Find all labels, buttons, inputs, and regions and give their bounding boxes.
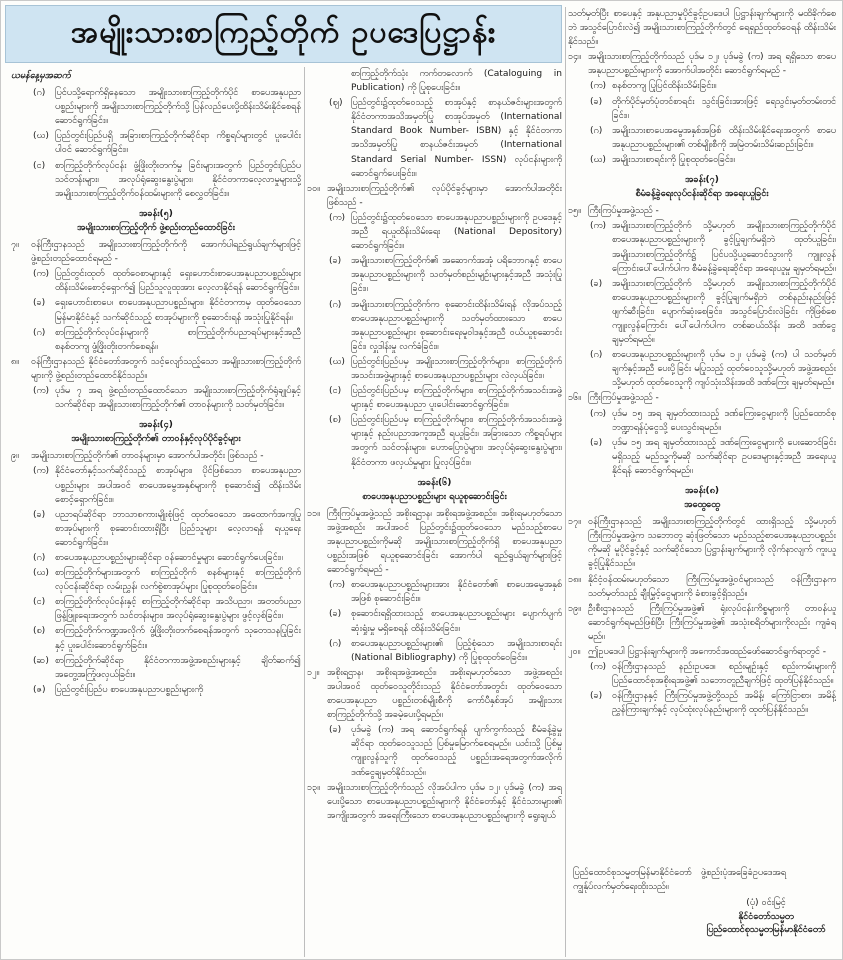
chapter-title: စာပေအနုပညာပစ္စည်းများ ရယူစုဆောင်းခြင်း [362, 491, 507, 502]
list-item [590, 660, 836, 688]
section-text: ဝန်ကြီးဌာနသည် အမျိုးသားစာကြည့်တိုက်တွင် ထားရှိသည့် သို့မဟုတ် ကြီးကြပ်မှုအဖွဲ့က သဘောတူ ဆုံးဖြတ်သော မည်သည့်စာပေအနုပညာပစ္စည်းကိုမဆို မူပိုင်ခွင့်နှင့် သက်ဆိုင်သော ပြဋ္ဌာန်းချက်များကို လိုက်နာလျက် ကူးယူခွင့်ပြုနိုင်သည်။ [588, 517, 836, 570]
list-item [590, 79, 836, 93]
item-marker: (ဂ) [33, 88, 46, 99]
item-list [568, 407, 836, 478]
item-marker: (ဃ) [590, 154, 606, 165]
column-divider [304, 67, 305, 957]
list-item [33, 654, 301, 682]
section-number: ၇။ [11, 240, 19, 251]
section-text: ဝန်ကြီးဌာနသည် အမျိုးသားစာကြည့်တိုက်ကို အောက်ပါရည်ရွယ်ချက်များဖြင့် ဖွဲ့စည်းတည်ထောင်ရမည် - [31, 240, 301, 265]
chapter-title: အထွေထွေ [684, 500, 720, 511]
section-text: ကြီးကြပ်မှုအဖွဲ့သည် - [588, 393, 659, 404]
list-item [329, 298, 562, 354]
item-text: စုဆောင်းရရှိထားသည့် စာပေအနုပညာပစ္စည်းများ ပျောက်ပျက်ဆုံးရှုံးမှု မရှိစေရန် ထိန်းသိမ်းခြင်း။ [351, 609, 562, 634]
item-text: သတ်မှတ်ပြီး စာပေနှင့် အနုပညာမှုပိုင်ခွင့်ဥပဒေပါ ပြဋ္ဌာန်းချက်များကို မထိခိုက်စေဘဲ အသွင်ပြောင်းလဲ၍ အမျိုးသားစာကြည့်တိုက်တွင် ရေရှည်ထုတ်ဝေရန် ထိန်းသိမ်းနိုင်သည်။ [568, 9, 836, 48]
item-text: စာပေအနုပညာပစ္စည်းများ၏ ပြည့်စုံသော အမျိုးသားစာရင်း (National Bibliography) ကို ပြုစုထုတ်ဝေခြင်း။ [351, 638, 562, 663]
chapter-number: အခန်း(၇) [685, 175, 719, 186]
item-marker: (ဂ) [329, 299, 342, 310]
item-text: နိုင်ငံတော်နှင့်သက်ဆိုင်သည့် စာအုပ်များ၊ ပိုင်ဖြစ်သော စာပေအနုပညာပစ္စည်းများ အပါအဝင် စာပေအမွေအနှစ်များကို စုဆောင်း၍ ထိန်းသိမ်းစောင့်ရှောက်ခြင်း။ [55, 466, 301, 505]
item-text: အမျိုးသားစာကြည့်တိုက် သို့မဟုတ် အမျိုးသားစာကြည့်တိုက်ပိုင် စာပေအနုပညာပစ္စည်းများကို ခွင့်ပြုချက်မရှိဘဲ တစ်နည်းနည်းဖြင့် ဖျက်ဆီးခြင်း၊ ပျောက်ဆုံးစေခြင်း၊ အသွင်ပြောင်းလဲခြင်း ကိုဖြစ်စေ ကျူးလွန်ကြောင်း ပေါ်ပေါက်ပါက တစ်ဆယ်သိန်း အထိ ဒဏ်ငွေချမှတ်ရမည်။ [612, 278, 836, 346]
item-marker: (က) [33, 466, 49, 477]
item-text: ပညာရပ်ဆိုင်ရာ ဘာသာစကားမျိုးစုံဖြင့် ထုတ်ဝေသော အထောက်အကူပြုစာအုပ်များကို စုဆောင်းထားရှိပြီး ပြည်သူများ လေ့လာရန် ရယူရေးဆောင်ရွက်ခြင်း။ [55, 509, 301, 548]
list-item [590, 153, 836, 167]
item-text: ပြည်တွင်း၌ထုတ်ဝေသည့် စာအုပ်နှင့် စာနယ်ဇင်းများအတွက် နိုင်ငံတကာအသိအမှတ်ပြု စာအုပ်အမှတ် (International Standard Book Number- ISBN) နှင့် နိုင်ငံတကာအသိအမှတ်ပြု စာနယ်ဇင်းအမှတ် (International Standard Serial Number- ISSN) လုပ်ငန်းများကို ဆောင်ရွက်ပေးခြင်း။ [351, 98, 562, 179]
item-text: ပြည်တွင်းပြည်ပမှ စာကြည့်တိုက်များ၊ စာကြည့်တိုက်အသင်းအဖွဲ့များနှင့် စာပေအနုပညာ ပူးပေါင်းဆောင်ရွက်ခြင်း။ [351, 386, 562, 411]
continuation-text [568, 7, 836, 49]
list-item [590, 95, 836, 123]
section-text: ဤဥပဒေပါ ပြဋ္ဌာန်းချက်များကို အကောင်အထည်ဖော်ဆောင်ရွက်ရာတွင် - [588, 647, 827, 658]
item-marker: (ခ) [590, 96, 603, 107]
list-item [33, 624, 301, 652]
title-banner [5, 5, 562, 63]
list-item [33, 326, 301, 354]
item-list [11, 86, 301, 201]
section-text: ကြီးကြပ်မှုအဖွဲ့သည် အစိုးရဌာန၊ အစိုးရအဖွဲ့အစည်း၊ အစိုးရမဟုတ်သော အဖွဲ့အစည်း အပါအဝင် ပြည်တွင်း၌ထုတ်ဝေသော မည်သည့်စာပေအနုပညာပစ္စည်းကိုမဆို အမျိုးသားစာကြည့်တိုက်ရှိ စာပေအနုပညာပစ္စည်းအဖြစ် ရယူစုဆောင်းခြင်း အောက်ပါ ရည်ရွယ်ချက်များဖြင့် ဆောင်ရွက်ရမည် - [327, 508, 562, 576]
item-marker: (စ) [329, 415, 342, 426]
item-marker: (ဃ) [33, 131, 49, 142]
section-number: ၉။ [11, 451, 19, 462]
item-marker: (ဆ) [33, 655, 49, 666]
list-item [329, 413, 562, 469]
section-paragraph [307, 666, 562, 722]
item-text: စာကြည့်တိုက်များအတွက် စာကြည့်တိုက် စနစ်များနှင့် စာကြည့်တိုက်လုပ်ငန်းဆိုင်ရာ လမ်းညွှန်၊ လက်စွဲစာအုပ်များ ပြုစုထုတ်ဝေခြင်း။ [55, 568, 301, 593]
item-list [307, 578, 562, 665]
item-marker: (ခ) [590, 437, 603, 448]
chapter-title: စီမံခန့်ခွဲရေးလုပ်ငန်းဆိုင်ရာ အရေးယူခြင်း [635, 189, 769, 200]
item-list [11, 384, 301, 412]
item-list [307, 723, 562, 779]
item-text: စာကြည့်တိုက်သုံး ကက်တလောက် (Cataloguing in Publication) ကို ပြုစုပေးခြင်း။ [351, 69, 562, 94]
chapter-number: အခန်း(၈) [685, 486, 719, 496]
signatory-country: ပြည်ထောင်စုသမ္မတမြန်မာနိုင်ငံတော် [706, 925, 826, 936]
item-marker: (က) [33, 269, 49, 280]
item-marker: (ခ) [590, 278, 603, 289]
chapter-number: အခန်း(၄) [139, 420, 173, 431]
section-paragraph [568, 50, 836, 78]
item-marker: (ခ) [590, 691, 603, 702]
list-item [329, 384, 562, 412]
column-3 [568, 7, 836, 957]
item-list [307, 211, 562, 470]
signatory-name: (ပုံ) ဝင်းမြင့် [746, 898, 786, 908]
list-item [590, 407, 836, 435]
section-paragraph [568, 602, 836, 644]
item-text: စာကြည့်တိုက်ကဏ္ဍအလိုက် ဖွံ့ဖြိုးတိုးတက်စေရန်အတွက် သုတေသနပြုခြင်းနှင့် ပူးပေါင်းဆောင်ရွက်ခြင်း။ [55, 626, 301, 651]
item-text: စာပေအနုပညာပစ္စည်းများကို ပုဒ်မ ၁၂၊ ပုဒ်မခွဲ (က) ပါ သတ်မှတ်ချက်နှင့်အညီ ပေးပို့ခြင်း မပြုသည့် ထုတ်ဝေသူသို့မဟုတ် အဖွဲ့အစည်း သို့မဟုတ် ထုတ်ဝေသူကို ကျပ်သုံးသိန်းအထိ ဒဏ်ကြေး ချမှတ်ရမည်။ [612, 350, 836, 389]
list-item [590, 277, 836, 347]
section-paragraph [307, 182, 562, 210]
chapter-title: အမျိုးသားစာကြည့်တိုက်၏ တာဝန်နှင့်လုပ်ပိုင်ခွင့်များ [71, 434, 241, 445]
section-paragraph [11, 449, 301, 463]
column-2 [307, 67, 562, 957]
list-item [33, 595, 301, 623]
page-title: အမျိုးသားစာကြည့်တိုက် ဥပဒေပြဋ္ဌာန်း [70, 14, 497, 50]
item-list [568, 79, 836, 167]
item-marker: (ဂ) [33, 327, 46, 338]
item-text: ပုဒ်မခွဲ (က) အရ ဆောင်ရွက်ရန် ပျက်ကွက်သည့် စီမံခန့်ခွဲမှုဆိုင်ရာ ထုတ်ဝေသူသည် ပြစ်မှုမြောက်စေရမည်။ ယင်းသို့ ပြစ်မှုကျူးလွန်သူကို ထုတ်ဝေသည့် ပစ္စည်းအရေအတွက်အလိုက် ဒဏ်ငွေချမှတ်နိုင်သည်။ [351, 725, 562, 778]
signature-place: ပြည်ထောင်စုသမ္မတမြန်မာနိုင်ငံတော် ကျွန်ုပ်လက်မှတ်ရေးထိုးသည်။ [573, 868, 692, 892]
item-text: ပုဒ်မ ၁၅ အရ ချမှတ်ထားသည့် ဒဏ်ကြေးငွေများကို ပေးဆောင်ခြင်း မရှိသည့် မည်သူ့ကိုမဆို သက်ဆိုင်ရာ ဥပဒေများနှင့်အညီ အရေးယူနိုင်ရန် ဆောင်ရွက်ရမည်။ [612, 437, 836, 476]
section-text: ဝန်ကြီးဌာနသည် နိုင်ငံတော်အတွက် သင့်လျော်သည့်သော အမျိုးသားစာကြည့်တိုက်များကို ဖွဲ့စည်းတည်ထောင်နိုင်သည်။ [31, 356, 301, 381]
list-item [590, 124, 836, 152]
section-number: ၂၀။ [568, 647, 581, 658]
item-marker: (ဈ) [329, 98, 343, 109]
item-marker: (ခ) [329, 725, 342, 736]
list-item [33, 267, 301, 295]
list-item [329, 723, 562, 779]
section-number: ၁၇။ [568, 517, 581, 528]
section-text: အစိုးရဌာန၊ အစိုးရအဖွဲ့အစည်း၊ အစိုးရမဟုတ်သော အဖွဲ့အစည်း အပါအဝင် ထုတ်ဝေသူတိုင်းသည် နိုင်ငံတော်အတွင်း ထုတ်ဝေသော စာပေအနုပညာ ပစ္စည်းတစ်မျိုးစီကို ကော်ပီနှစ်အုပ် အမျိုးသားစာကြည့်တိုက်သို့ အခမဲ့ပေးပို့ရမည်။ [327, 667, 562, 721]
item-text: စာပေအနုပညာပစ္စည်းများအား နိုင်ငံတော်၏ စာပေအမွေအနှစ်အဖြစ် စုဆောင်းခြင်း။ [351, 580, 562, 605]
item-text: အမျိုးသားစာကြည့်တိုက် သို့မဟုတ် အမျိုးသားစာကြည့်တိုက်ပိုင် စာပေအနုပညာပစ္စည်းများကို ခွင့်ပြုချက်မရှိဘဲ ထုတ်ယူခြင်း၊ အမျိုးသားစာကြည့်တိုက်၌ ပြင်ပသို့ယူဆောင်သွားကို ကျူးလွန်ကြောင်းပေါ်ပေါက်ပါက စီမံခန့်ခွဲရေးဆိုင်ရာ အရေးယူမှု ချမှတ်ရမည်။ [612, 221, 836, 274]
item-marker: (ဂ) [329, 638, 342, 649]
signature-block [701, 897, 831, 938]
item-marker: (စ) [33, 626, 46, 637]
list-item [329, 607, 562, 635]
section-paragraph [568, 645, 836, 659]
item-list [568, 660, 836, 717]
section-number: ၁၁။ [307, 508, 320, 519]
item-marker [329, 67, 351, 95]
list-item [33, 508, 301, 550]
item-marker: (ခ) [33, 298, 46, 309]
item-text: ပြည်တွင်း၌ထုတ်ဝေသော စာပေအနုပညာပစ္စည်းများကို ဥပဒေနှင့်အညီ ရယူထိန်းသိမ်းရေး (National Depository) ဆောင်ရွက်ခြင်း။ [351, 212, 562, 252]
section-number: ၁၃။ [307, 782, 320, 793]
item-text: ပြည်တွင်းပြည်ပမှ စာကြည့်တိုက်များ၊ စာကြည့်တိုက်အသင်းအဖွဲ့များနှင့် နည်းပညာအကူအညီ ရယူခြင်း၊ အခြားသော ကိစ္စရပ်များအတွက် သင်တန်းများ၊ ဟောပြောပွဲများ၊ အလုပ်ရုံဆွေးနွေးပွဲများ၊ နိုင်ငံတကာ ဖလှယ်မှုများ ပြုလုပ်ခြင်း။ [351, 415, 562, 468]
column-1 [11, 67, 301, 957]
item-text: တိုက်ပိုင်မှတ်ပုံတင်စာရင်း သွင်းခြင်းအားဖြင့် ရေသွင်းမှတ်တမ်းတင်ခြင်း။ [612, 96, 836, 121]
chapter-number: အခန်း(၅) [139, 208, 173, 219]
item-marker: (က) [590, 662, 606, 673]
list-item [329, 211, 562, 253]
item-text: ပြင်ပသို့ရောက်ရှိနေသော အမျိုးသားစာကြည့်တိုက်ပိုင် စာပေအနုပညာပစ္စည်းများကို အမျိုးသားစာကြည့်တိုက်သို့ ပြန်လည်ပေးပို့ထိန်းသိမ်းနိုင်စေရန် ဆောင်ရွက်ခြင်း။ [55, 88, 301, 127]
section-text: အမျိုးသားစာကြည့်တိုက်သည် လိုအပ်ပါက ပုဒ်မ ၁၂၊ ပုဒ်မခွဲ (က) အရ ပေးပို့သော စာပေအနုပညာပစ္စည်းများကို နိုင်ငံတော်နှင့် နိုင်ငံသားများ၏ အကျိုးအတွက် အရေးကြီးသော စာပေအနုပညာပစ္စည်းများကို ရွေးချယ် [327, 782, 562, 821]
item-marker: (ဃ) [329, 356, 345, 367]
section-paragraph [307, 781, 562, 823]
continuation-heading: ယမန်နေ့မှအဆက် [11, 71, 71, 81]
section-text: ဦးစီးဌာနသည် ကြီးကြပ်မှုအဖွဲ့၏ ရုံးလုပ်ငန်းကိစ္စများကို တာဝန်ယူ ဆောင်ရွက်ရမည်ဖြစ်ပြီး ကြီးကြပ်မှုအဖွဲ့၏ အသုံးစရိတ်များကိုလည်း ကျခံရမည်။ [588, 603, 836, 642]
section-text: အမျိုးသားစာကြည့်တိုက်၏ လုပ်ပိုင်ခွင့်များမှာ အောက်ပါအတိုင်း ဖြစ်သည် - [327, 183, 562, 208]
section-number: ၁၆။ [568, 393, 581, 404]
item-marker: (င) [329, 386, 342, 397]
chapter-title: အမျိုးသားစာကြည့်တိုက် ဖွဲ့စည်းတည်ထောင်ခြင်း [77, 222, 235, 233]
list-item [590, 689, 836, 717]
item-marker: (ခ) [329, 256, 342, 267]
item-text: စာကြည့်တိုက်လုပ်ငန်းများကို စာကြည့်တိုက်ပညာရပ်များနှင့်အညီ စနစ်တကျ ဖွံ့ဖြိုးတိုးတက်စေရန်။ [55, 327, 301, 352]
section-paragraph [568, 573, 836, 601]
section-paragraph [11, 238, 301, 266]
item-list [11, 464, 301, 697]
list-item [33, 384, 301, 412]
item-text: အမျိုးသားစာကြည့်တိုက်က စုဆောင်းထိန်းသိမ်းရန် လိုအပ်သည့် စာပေအနုပညာပစ္စည်းများကို သတ်မှတ်ထားသော စာပေအနုပညာပစ္စည်းများ စုဆောင်းရေးမူဝါဒနှင့်အညီ ဝယ်ယူစုဆောင်းခြင်း၊ လှူဒါန်းမှု လက်ခံခြင်း။ [351, 299, 562, 352]
section-paragraph [568, 515, 836, 571]
item-text: ဝန်ကြီးဌာနနှင့် ကြီးကြပ်မှုအဖွဲ့တို့သည် အမိန့်၊ ကြော်ငြာစာ၊ အမိန့်ညွှန်ကြားချက်နှင့် လုပ်ထုံးလုပ်နည်းများကို ထုတ်ပြန်နိုင်သည်။ [612, 691, 836, 716]
item-list [307, 96, 562, 181]
item-text: ပြည်တွင်းပြည်ပရှိ အခြားစာကြည့်တိုက်ဆိုင်ရာ ကိစ္စရပ်များတွင် ပူးပေါင်းပါဝင် ဆောင်ရွက်ခြင်း။ [55, 131, 301, 156]
item-marker: (က) [590, 408, 606, 419]
list-item [33, 551, 301, 565]
item-marker: (က) [329, 212, 345, 223]
list-item [33, 296, 301, 324]
section-text: နိုင်ငံ့ဝန်ထမ်းမဟုတ်သော ကြီးကြပ်မှုအဖွဲ့ဝင်များသည် ဝန်ကြီးဌာနက သတ်မှတ်သည့် ချီးမြှင့်ငွေများကို ခံစားခွင့်ရှိသည်။ [588, 574, 836, 599]
list-item [590, 348, 836, 390]
item-text: စာကြည့်တိုက်ဆိုင်ရာ နိုင်ငံတကာအဖွဲ့အစည်းများနှင့် ချိတ်ဆက်၍ အတွေ့အကြုံဖလှယ်ခြင်း။ [55, 655, 301, 680]
section-text: အမျိုးသားစာကြည့်တိုက်သည် ပုဒ်မ ၁၂၊ ပုဒ်မခွဲ (က) အရ ရရှိသော စာပေအနုပညာပစ္စည်းများကို အောက်ပါအတိုင်း ဆောင်ရွက်ရမည် - [588, 52, 836, 77]
item-text: အမျိုးသားစာရင်းကို ပြုစုထုတ်ဝေခြင်း။ [612, 154, 735, 165]
item-text: စာကြည့်တိုက်လုပ်ငန်း ဖွံ့ဖြိုးတိုးတက်မှု ခြင်းများအတွက် ပြည်တွင်းပြည်ပသင်တန်းများ၊ အလုပ်ရုံဆွေးနွေးပွဲများ၊ နိုင်ငံတကာလေ့လာမှုများသို့ အမျိုးသားစာကြည့်တိုက်ဝန်ထမ်းများကို စေလွှတ်ခြင်း။ [55, 160, 301, 199]
item-list [11, 267, 301, 354]
section-paragraph [11, 355, 301, 383]
section-number: ၁၂။ [307, 667, 320, 678]
item-marker: (ဂ) [590, 125, 603, 136]
item-text: အမျိုးသားစာကြည့်တိုက်၏ အဆောက်အအုံ ပရိဘောဂနှင့် စာပေအနုပညာပစ္စည်းများကို သတ်မှတ်စည်းမျဉ်းများနှင့်အညီ အသုံးပြုခြင်း။ [351, 256, 562, 295]
item-text: ပြည်တွင်းပြည်ပ စာပေအနုပညာပစ္စည်းများကို [55, 684, 204, 695]
item-text: ပုဒ်မ ၁၅ အရ ချမှတ်ထားသည့် ဒဏ်ကြေးငွေများကို ပြည်ထောင်စုဘဏ္ဍာရန်ပုံငွေသို့ ပေးသွင်းရမည်။ [612, 408, 836, 433]
chapter-number: အခန်း(၆) [417, 477, 452, 488]
item-marker: (က) [329, 580, 345, 591]
section-number: ၁၈။ [568, 574, 582, 585]
item-marker: (ခ) [329, 609, 342, 620]
list-item [33, 86, 301, 128]
item-marker: (က) [590, 81, 606, 92]
item-text: ပုဒ်မ ၇ အရ ဖွဲ့စည်းတည်ထောင်သော အမျိုးသားစာကြည့်တိုက်ရုံချုပ်နှင့် သက်ဆိုင်ရာ အမျိုးသားစာကြည့်တိုက်၏ တာဝန်များကို သတ်မှတ်ခြင်း။ [55, 385, 301, 411]
item-text: စာပေအနုပညာပစ္စည်းများဆိုင်ရာ ဝန်ဆောင်မှုများ ဆောင်ရွက်ပေးခြင်း။ [55, 553, 283, 563]
list-item [329, 254, 562, 296]
item-text: ရှေးဟောင်းစာပေ၊ စာပေအနုပညာပစ္စည်းများ၊ နိုင်ငံတကာမှ ထုတ်ဝေသော မြန်မာနိုင်ငံနှင့် သက်ဆိုင်သည့် စာအုပ်များကို စုဆောင်းရန် အသုံးပြုနိုင်ရန်။ [55, 298, 301, 323]
list-item [329, 578, 562, 606]
item-marker: (ဃ) [33, 568, 49, 579]
list-item [590, 436, 836, 478]
section-number: ၁၄။ [568, 52, 581, 63]
item-marker: (င) [33, 597, 46, 608]
item-marker: (င) [33, 160, 46, 171]
list-item [590, 219, 836, 275]
item-text: အမျိုးသားစာပေအမွေအနှစ်အဖြစ် ထိန်းသိမ်းနိုင်ရေးအတွက် စာပေအနုပညာပစ္စည်းများ၏ တစ်မျိုးစီကို အမြဲတမ်းသိမ်းဆည်းခြင်း။ [612, 125, 836, 150]
list-item [33, 129, 301, 157]
item-text: စာကြည့်တိုက်လုပ်ငန်းနှင့် စာကြည့်တိုက်ဆိုင်ရာ အသိပညာ၊ အတတ်ပညာ ဖြန့်ဖြူးရေးအတွက် သင်တန်းများ၊ အလုပ်ရုံဆွေးနွေးပွဲများ ဖွင့်လှစ်ခြင်း။ [55, 597, 301, 622]
section-paragraph [568, 204, 836, 218]
item-text: စနစ်တကျ ပြုပြင်ထိန်းသိမ်းခြင်း။ [612, 81, 717, 92]
item-marker: (က) [590, 221, 606, 232]
section-number: ၈။ [11, 356, 19, 367]
list-item [33, 683, 301, 697]
item-marker: (က) [33, 385, 49, 396]
list-item [33, 566, 301, 594]
list-item [329, 67, 562, 95]
item-marker: (ဂ) [590, 350, 603, 361]
section-text: အမျိုးသားစာကြည့်တိုက်၏ တာဝန်များမှာ အောက်ပါအတိုင်း ဖြစ်သည် - [31, 451, 264, 462]
section-paragraph [568, 391, 836, 405]
list-item [33, 159, 301, 201]
section-paragraph [307, 507, 562, 577]
signatory-role: နိုင်ငံတော်သမ္မတ [738, 911, 794, 922]
list-item [329, 637, 562, 665]
list-item [329, 355, 562, 383]
section-number: ၁၉။ [568, 603, 581, 614]
section-text: ကြီးကြပ်မှုအဖွဲ့သည် - [588, 206, 659, 217]
column-divider [565, 7, 566, 957]
section-number: ၁၅။ [568, 206, 581, 217]
item-text: ဝန်ကြီးဌာနသည် နည်းဥပဒေ၊ စည်းမျဉ်းနှင့် စည်းကမ်းများကို ပြည်ထောင်စုအစိုးရအဖွဲ့၏ သဘောတူညီချက်ဖြင့် ထုတ်ပြန်နိုင်သည်။ [612, 662, 836, 687]
list-item [329, 96, 562, 181]
item-list [568, 219, 836, 390]
item-text: ပြည်တွင်းထုတ် ထုတ်ဝေစာများနှင့် ရှေးဟောင်းစာပေအနုပညာပစ္စည်းများ ထိန်းသိမ်းစောင့်ရှောက်၍ ပြည်သူလူထုအား လေ့လာနိုင်ရန် ဆောင်ရွက်ခြင်း။ [55, 269, 301, 294]
section-number: ၁၀။ [307, 183, 320, 194]
item-text: ပြည်တွင်းပြည်ပမှ အမျိုးသားစာကြည့်တိုက်များ၊ စာကြည့်တိုက်အသင်းအဖွဲ့များနှင့် စာပေအနုပညာပစ္စည်းများ လဲလှယ်ခြင်း။ [351, 356, 562, 381]
item-marker: (ဇ) [33, 684, 46, 695]
signature-authority: ဖွဲ့စည်းပုံအခြေခံဥပဒေအရ [701, 868, 786, 878]
item-marker: (ခ) [33, 509, 46, 520]
item-marker: (ဂ) [33, 553, 46, 563]
list-item [33, 464, 301, 506]
